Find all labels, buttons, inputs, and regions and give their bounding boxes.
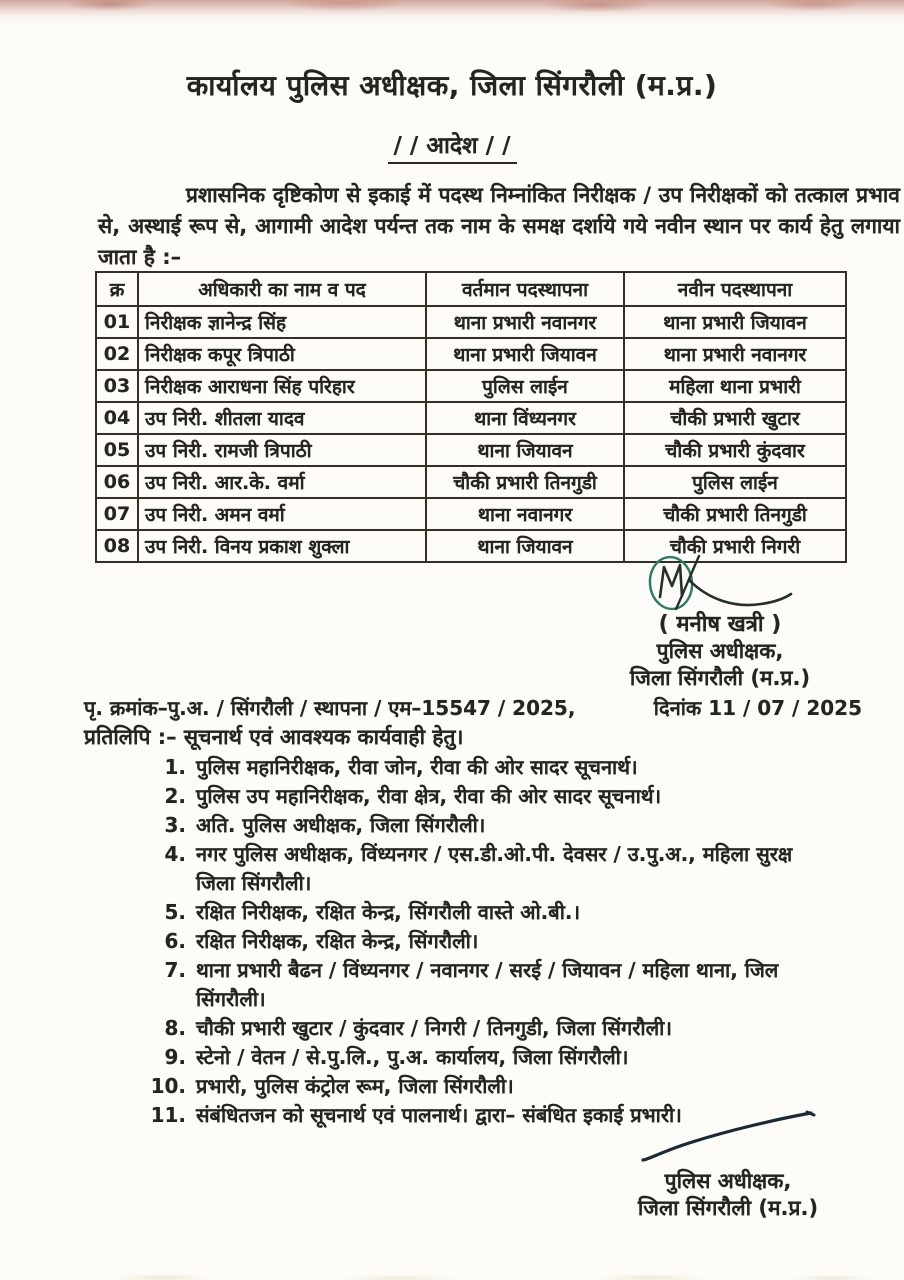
order-heading	[0, 128, 904, 160]
distribution-item	[148, 782, 904, 811]
table-cell: थाना नवानगर	[426, 498, 624, 530]
signature-block-top	[575, 552, 865, 692]
distribution-item	[148, 1043, 904, 1072]
distribution-list	[148, 753, 904, 1130]
table-row	[96, 338, 846, 370]
distribution-item-number: 1.	[164, 755, 186, 779]
table-cell: 05	[96, 434, 138, 466]
distribution-item-number: 2.	[164, 784, 186, 808]
reference-row	[84, 694, 862, 721]
table-cell: 04	[96, 402, 138, 434]
table-row	[96, 434, 846, 466]
distribution-item	[148, 1072, 904, 1101]
table-cell: 01	[96, 306, 138, 338]
table-cell: निरीक्षक कपूर त्रिपाठी	[138, 338, 426, 370]
table-cell: चौकी प्रभारी खुटार	[624, 402, 846, 434]
table-cell: चौकी प्रभारी तिनगुडी	[624, 498, 846, 530]
reference-number: पृ. क्रमांक–पु.अ. / सिंगरौली / स्थापना / एम–15547 / 2025,	[84, 696, 576, 720]
distribution-item	[148, 956, 904, 1014]
distribution-item-text: चौकी प्रभारी खुटार / कुंदवार / निगरी / तिनगुडी, जिला सिंगरौली।	[196, 1016, 672, 1040]
distribution-item	[148, 840, 904, 898]
table-cell: महिला थाना प्रभारी	[624, 370, 846, 402]
table-cell: 08	[96, 530, 138, 562]
transfer-table-header	[96, 272, 846, 306]
table-cell: थाना जियावन	[426, 434, 624, 466]
table-cell: पुलिस लाईन	[426, 370, 624, 402]
table-cell: उप निरी. अमन वर्मा	[138, 498, 426, 530]
distribution-item-text: स्टेनो / वेतन / से.पु.लि., पु.अ. कार्यालय, जिला सिंगरौली।	[196, 1045, 629, 1069]
table-cell: 07	[96, 498, 138, 530]
table-cell: थाना प्रभारी जियावन	[426, 338, 624, 370]
distribution-item-text: पुलिस उप महानिरीक्षक, रीवा क्षेत्र, रीवा की ओर सादर सूचनार्थ।	[196, 784, 662, 808]
table-cell: 03	[96, 370, 138, 402]
distribution-item-text: रक्षित निरीक्षक, रक्षित केन्द्र, सिंगरौली।	[196, 929, 479, 953]
table-row	[96, 498, 846, 530]
intro-paragraph: प्रशासनिक दृष्टिकोण से इकाई में पदस्थ निम्नांकित निरीक्षक / उप निरीक्षकों को तत्काल प्रभाव से, अस्थाई रूप से, आगामी आदेश पर्यन्त तक नाम के समक्ष दर्शाये गये नवीन स्थान पर कार्य हेतु लगाया जाता है :–	[98, 183, 900, 269]
table-row	[96, 402, 846, 434]
scan-artifact-top	[0, 0, 904, 26]
page-title: कार्यालय पुलिस अधीक्षक, जिला सिंगरौली (म.प्र.)	[186, 69, 718, 102]
table-cell: चौकी प्रभारी तिनगुडी	[426, 466, 624, 498]
distribution-item-number: 5.	[164, 900, 186, 924]
distribution-item	[148, 753, 904, 782]
officer-district: जिला सिंगरौली (म.प्र.)	[637, 1196, 819, 1220]
signature-block-bottom	[588, 1108, 868, 1222]
table-cell: थाना विंध्यनगर	[426, 402, 624, 434]
distribution-item-number: 3.	[164, 813, 186, 837]
table-cell: पुलिस लाईन	[624, 466, 846, 498]
distribution-item-number: 7.	[164, 958, 186, 982]
table-cell: चौकी प्रभारी कुंदवार	[624, 434, 846, 466]
officer-name: ( मनीष खत्री )	[658, 612, 782, 637]
scan-artifact-bottom	[0, 1264, 904, 1280]
distribution-item-text: रक्षित निरीक्षक, रक्षित केन्द्र, सिंगरौली वास्ते ओ.बी.।	[196, 900, 581, 924]
distribution-item-text: थाना प्रभारी बैढन / विंध्यनगर / नवानगर / सरई / जियावन / महिला थाना, जिल सिंगरौली।	[196, 958, 779, 1011]
table-row	[96, 306, 846, 338]
table-cell: उप निरी. रामजी त्रिपाठी	[138, 434, 426, 466]
distribution-item-text: प्रभारी, पुलिस कंट्रोल रूम, जिला सिंगरौली।	[196, 1074, 514, 1098]
distribution-item	[148, 811, 904, 840]
table-header-row	[96, 272, 846, 306]
table-cell: थाना प्रभारी नवानगर	[624, 338, 846, 370]
distribution-item-text: अति. पुलिस अधीक्षक, जिला सिंगरौली।	[196, 813, 486, 837]
table-cell: उप निरी. शीतला यादव	[138, 402, 426, 434]
distribution-item-number: 9.	[164, 1045, 186, 1069]
distribution-item	[148, 1014, 904, 1043]
table-cell: थाना प्रभारी जियावन	[624, 306, 846, 338]
transfer-table-body	[96, 306, 846, 562]
distribution-item-text: पुलिस महानिरीक्षक, रीवा जोन, रीवा की ओर सादर सूचनार्थ।	[196, 755, 638, 779]
distribution-item	[148, 927, 904, 956]
officer-designation: पुलिस अधीक्षक,	[656, 639, 784, 663]
column-header-name: अधिकारी का नाम व पद	[138, 272, 426, 306]
table-cell: 06	[96, 466, 138, 498]
table-cell: 02	[96, 338, 138, 370]
distribution-item-text: संबंधितजन को सूचनार्थ एवं पालनार्थ। द्वारा– संबंधित इकाई प्रभारी।	[196, 1103, 682, 1127]
reference-date: दिनांक 11 / 07 / 2025	[653, 696, 862, 720]
officer-district: जिला सिंगरौली (म.प्र.)	[629, 666, 811, 690]
signature-stroke-icon	[633, 1108, 823, 1164]
column-header-new: नवीन पदस्थापना	[624, 272, 846, 306]
table-cell: थाना जियावन	[426, 530, 624, 562]
table-row	[96, 370, 846, 402]
table-cell: थाना प्रभारी नवानगर	[426, 306, 624, 338]
distribution-item-number: 11.	[150, 1103, 186, 1127]
column-header-current: वर्तमान पदस्थापना	[426, 272, 624, 306]
table-cell: चौकी प्रभारी निगरी	[624, 530, 846, 562]
distribution-item-number: 4.	[164, 842, 186, 866]
table-cell: उप निरी. आर.के. वर्मा	[138, 466, 426, 498]
transfer-table	[95, 271, 847, 563]
table-cell: निरीक्षक आराधना सिंह परिहार	[138, 370, 426, 402]
distribution-item-text: नगर पुलिस अधीक्षक, विंध्यनगर / एस.डी.ओ.पी. देवसर / उ.पु.अ., महिला सुरक्ष जिला सिंगरौली।	[196, 842, 793, 895]
distribution-item	[148, 898, 904, 927]
distribution-item-number: 8.	[164, 1016, 186, 1040]
order-heading-text: / / आदेश / /	[388, 133, 517, 164]
column-header-sn: क्र	[96, 272, 138, 306]
table-cell: निरीक्षक ज्ञानेन्द्र सिंह	[138, 306, 426, 338]
copy-heading: प्रतिलिपि :– सूचनार्थ एवं आवश्यक कार्यवाही हेतु।	[84, 725, 464, 749]
officer-designation: पुलिस अधीक्षक,	[664, 1169, 792, 1193]
distribution-item-number: 6.	[164, 929, 186, 953]
distribution-item-number: 10.	[150, 1074, 186, 1098]
signature-scribble-icon	[633, 552, 793, 614]
table-cell: उप निरी. विनय प्रकाश शुक्ला	[138, 530, 426, 562]
table-row	[96, 466, 846, 498]
